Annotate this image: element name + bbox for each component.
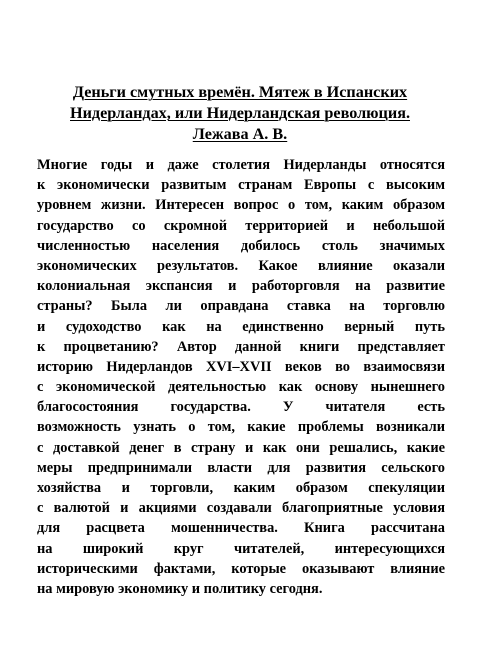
description-line: и судоходство как на единственно верный путь — [37, 318, 445, 335]
description-line: численностью населения добилось столь значимых — [37, 237, 445, 254]
description-line: к экономически развитым странам Европы с высоким — [37, 177, 445, 194]
description-line: историческими фактами, которые оказывают влияние — [37, 560, 445, 577]
book-title-line: Нидерландах, или Нидерландская революция. — [70, 104, 410, 122]
description-line: возможность узнать о том, какие проблемы возникали — [37, 419, 445, 436]
description-line: с доставкой денег в страну и как они решались, какие — [37, 439, 445, 456]
description-line: для расцвета мошенничества. Книга рассчитана — [37, 520, 445, 537]
description-line: меры предпринимали власти для развития сельского — [37, 459, 445, 476]
description-line: колониальная экспансия и работорговля на развитие — [37, 278, 445, 295]
description-line: государство со скромной территорией и небольшой — [37, 217, 445, 234]
description-line: с экономической деятельностью как основу нынешнего — [37, 379, 445, 396]
description-line: с валютой и акциями создавали благоприятные условия — [37, 500, 445, 517]
description-line: историю Нидерландов XVI–XVII веков во взаимосвязи — [37, 358, 445, 375]
book-title-line: Деньги смутных времён. Мятеж в Испанских — [72, 83, 408, 101]
description-line: страны? Была ли оправдана ставка на торговлю — [37, 298, 445, 315]
book-author: Лежава А. В. — [192, 125, 288, 143]
description-line: хозяйства и торговли, каким образом спекуляции — [37, 480, 445, 496]
description-line: благосостояния государства. У читателя есть — [37, 399, 445, 416]
book-title — [40, 82, 440, 145]
description-line: уровнем жизни. Интересен вопрос о том, каким образом — [37, 197, 445, 214]
description-line: Многие годы и даже столетия Нидерланды относятся — [37, 157, 445, 173]
description-line: к процветанию? Автор данной книги представляет — [37, 338, 445, 355]
description-line: экономических результатов. Какое влияние оказали — [37, 257, 445, 274]
book-description — [37, 155, 445, 599]
description-line: на мировую экономику и политику сегодня. — [37, 580, 323, 597]
description-line: на широкий круг читателей, интересующихся — [37, 540, 445, 557]
